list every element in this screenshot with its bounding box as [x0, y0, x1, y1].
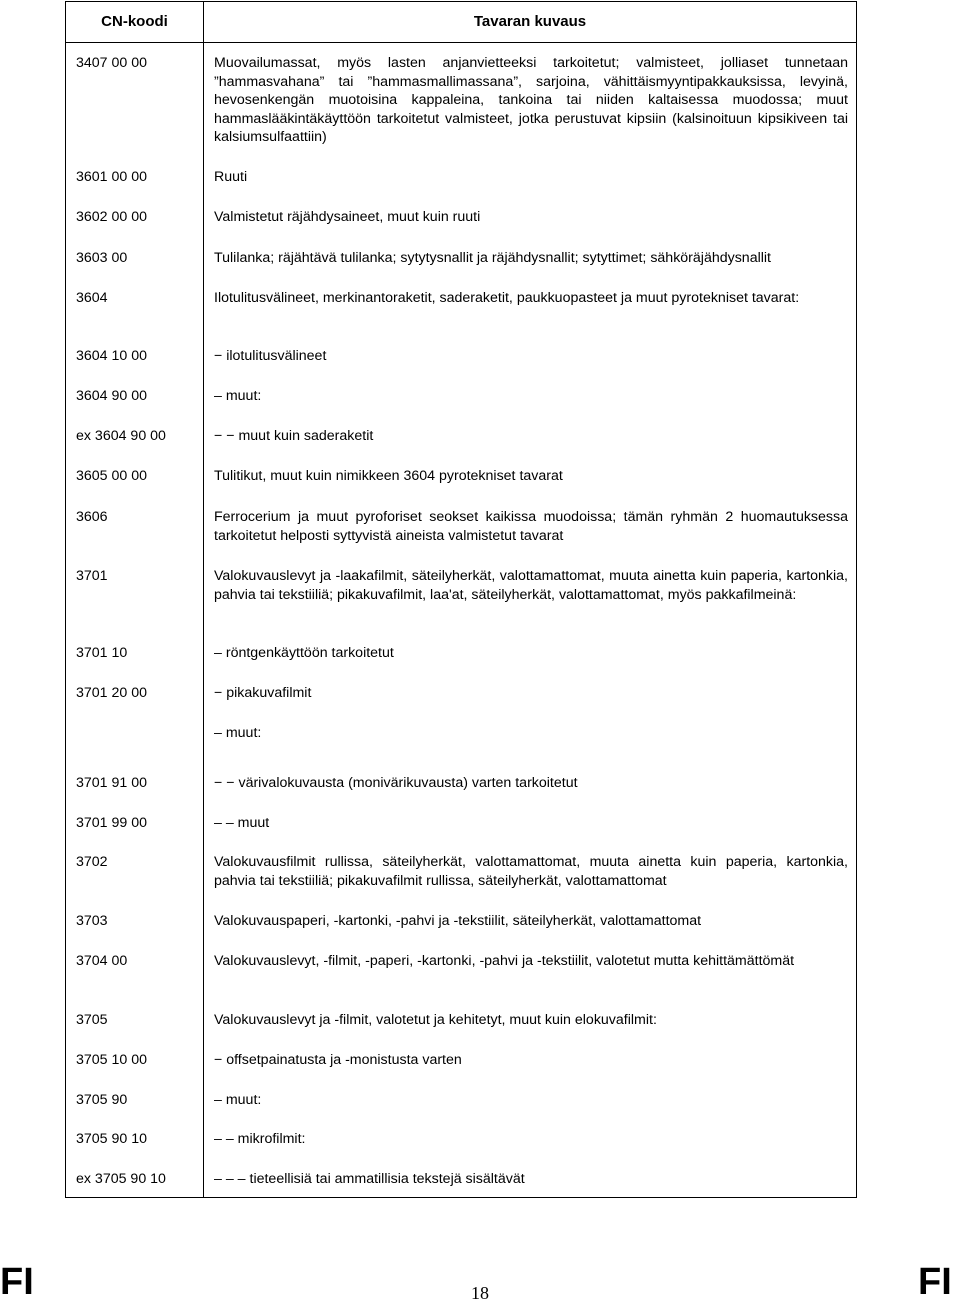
footer-language-right: FI: [918, 1261, 952, 1303]
indent-dash: −: [214, 348, 227, 364]
goods-description: [214, 54, 848, 147]
cn-code: 3603 00: [76, 250, 128, 266]
cn-code: 3703: [76, 913, 108, 929]
goods-description: [214, 427, 848, 446]
goods-description: [214, 952, 848, 971]
description-text: Tulilanka; räjähtävä tulilanka; sytytysnallit ja räjähdysnallit; sytyttimet; sähköräjähdysnallit: [214, 250, 771, 266]
column-divider: [203, 2, 204, 1197]
description-text: Valokuvauslevyt, -filmit, -paperi, -kartonki, -pahvi ja -tekstiilit, valotetut mutta kehittämättömät: [214, 953, 795, 969]
cn-code: 3606: [76, 509, 108, 525]
description-text: Ferrocerium ja muut pyroforiset seokset kaikissa muodoissa; tämän ryhmän 2 huomautuksessa tarkoitetut helposti syttyvistä aineista valmistetut tavarat: [214, 509, 848, 544]
description-text: Valokuvausfilmit rullissa, säteilyherkät, valottamattomat, muuta ainetta kuin paperia, kartonkia, pahvia tai tekstiiliä; pikakuvafilmit rullissa, säteilyherkät, valottamattomat: [214, 854, 848, 889]
description-text: ilotulitusvälineet: [226, 348, 327, 364]
goods-description: [214, 912, 848, 931]
cn-code: 3602 00 00: [76, 209, 148, 225]
goods-description: [214, 1170, 848, 1189]
cn-code: 3704 00: [76, 953, 128, 969]
table-header: [66, 2, 856, 43]
description-text: muut:: [225, 725, 262, 741]
tariff-table: [65, 1, 857, 1198]
indent-dash: − −: [214, 775, 239, 791]
description-text: mikrofilmit:: [237, 1131, 306, 1147]
indent-dash: – –: [214, 1131, 238, 1147]
cn-code: 3701: [76, 568, 108, 584]
indent-dash: –: [214, 1092, 226, 1108]
cn-code: 3701 91 00: [76, 775, 148, 791]
goods-description: [214, 508, 848, 545]
cn-code: ex 3705 90 10: [76, 1171, 166, 1187]
description-text: Muovailumassat, myös lasten anjanvietteeksi tarkoitetut; valmisteet, jolliaset tunnetaan ”hammasvahana” tai ”hammasmallimassana”, sarjoina, vähittäismyyntipakkauksissa, levyinä, hevosenkengän muotoisina kappaleina, tankoina tai niiden kaltaisessa muodossa; muut hammaslääkintäkäyttöön tarkoitetut valmisteet, jotka perustuvat kipsiin (kalsinoituun kipsikiveen tai kalsiumsulfaattiin): [214, 55, 848, 146]
goods-description: [214, 814, 848, 833]
cn-code: 3705 90 10: [76, 1131, 148, 1147]
footer-language-left: FI: [0, 1261, 34, 1303]
description-text: Tulitikut, muut kuin nimikkeen 3604 pyrotekniset tavarat: [214, 468, 563, 484]
goods-description: [214, 684, 848, 703]
description-text: muut:: [225, 1092, 262, 1108]
goods-description: [214, 1051, 848, 1070]
cn-code: 3705 90: [76, 1092, 128, 1108]
goods-description: [214, 724, 848, 743]
goods-description: [214, 289, 848, 308]
goods-description: [214, 208, 848, 227]
goods-description: [214, 1130, 848, 1149]
description-text: pikakuvafilmit: [226, 685, 312, 701]
description-text: Ruuti: [214, 169, 248, 185]
goods-description: [214, 249, 848, 268]
description-text: Valokuvauslevyt ja -laakafilmit, säteilyherkät, valottamattomat, muuta ainetta kuin paperia, kartonkia, pahvia tai tekstiiliä; pikakuvafilmit, laa'at, säteilyherkät, valottamattomat, myös pakkafilmeinä:: [214, 568, 848, 603]
goods-description: [214, 774, 848, 793]
cn-code: 3705: [76, 1012, 108, 1028]
description-text: röntgenkäyttöön tarkoitetut: [225, 645, 394, 661]
indent-dash: –: [214, 645, 226, 661]
description-text: muut kuin saderaketit: [238, 428, 374, 444]
description-text: tieteellisiä tai ammatillisia tekstejä sisältävät: [249, 1171, 525, 1187]
description-text: värivalokuvausta (monivärikuvausta) varten tarkoitetut: [238, 775, 578, 791]
goods-description: [214, 644, 848, 663]
cn-code: 3702: [76, 854, 108, 870]
description-text: offsetpainatusta ja -monistusta varten: [226, 1052, 462, 1068]
cn-code: 3605 00 00: [76, 468, 148, 484]
cn-code: 3601 00 00: [76, 169, 148, 185]
goods-description: [214, 347, 848, 366]
cn-code: ex 3604 90 00: [76, 428, 166, 444]
goods-description: [214, 853, 848, 890]
header-description: Tavaran kuvaus: [473, 13, 587, 30]
indent-dash: −: [214, 685, 227, 701]
indent-dash: − −: [214, 428, 239, 444]
goods-description: [214, 387, 848, 406]
goods-description: [214, 467, 848, 486]
cn-code: 3701 99 00: [76, 815, 148, 831]
description-text: muut: [237, 815, 270, 831]
cn-code: 3604 10 00: [76, 348, 148, 364]
goods-description: [214, 168, 848, 187]
indent-dash: – – –: [214, 1171, 250, 1187]
description-text: Valmistetut räjähdysaineet, muut kuin ruuti: [214, 209, 481, 225]
description-text: Valokuvauslevyt ja -filmit, valotetut ja kehitetyt, muut kuin elokuvafilmit:: [214, 1012, 657, 1028]
header-cn-code: CN-koodi: [101, 13, 168, 30]
goods-description: [214, 567, 848, 604]
description-text: Valokuvauspaperi, -kartonki, -pahvi ja -tekstiilit, säteilyherkät, valottamattomat: [214, 913, 702, 929]
cn-code: 3701 20 00: [76, 685, 148, 701]
cn-code: 3407 00 00: [76, 55, 148, 71]
goods-description: [214, 1011, 848, 1030]
cn-code: 3604: [76, 290, 108, 306]
cn-code: 3701 10: [76, 645, 128, 661]
indent-dash: – –: [214, 815, 238, 831]
goods-description: [214, 1091, 848, 1110]
indent-dash: −: [214, 1052, 227, 1068]
cn-code: 3705 10 00: [76, 1052, 148, 1068]
page-number: 18: [471, 1283, 489, 1303]
indent-dash: –: [214, 388, 226, 404]
indent-dash: –: [214, 725, 226, 741]
cn-code: 3604 90 00: [76, 388, 148, 404]
description-text: Ilotulitusvälineet, merkinantoraketit, saderaketit, paukkuopasteet ja muut pyrotekniset tavarat:: [214, 290, 800, 306]
description-text: muut:: [225, 388, 262, 404]
